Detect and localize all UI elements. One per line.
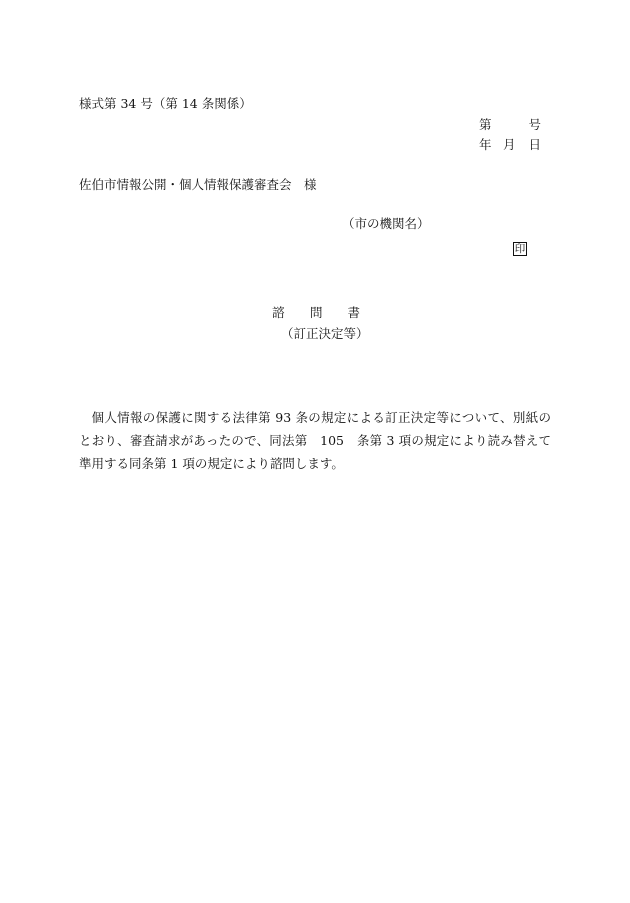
title-char-3: 書	[347, 305, 360, 320]
document-title	[272, 307, 360, 321]
form-number: 様式第 34 号（第 14 条関係）	[79, 96, 252, 111]
seal-stamp: 印	[514, 242, 526, 255]
title-char-1: 諮	[272, 305, 285, 320]
document-number-suffix: 号	[528, 117, 541, 132]
date-field	[479, 139, 541, 152]
title-char-2: 問	[310, 305, 323, 320]
body-paragraph: 個人情報の保護に関する法律第 93 条の規定による訂正決定等について、別紙のとおり、審査請求があったので、同法第 105 条第 3 項の規定により読み替えて準用する同条第 1 項の規定により諮問します。	[79, 410, 551, 471]
date-month-label: 月	[503, 137, 516, 152]
document-number-prefix: 第	[479, 117, 492, 132]
addressee: 佐伯市情報公開・個人情報保護審査会 様	[79, 177, 317, 192]
document-subtitle: （訂正決定等）	[281, 326, 369, 341]
document-number-field	[479, 119, 541, 132]
date-day-label: 日	[528, 137, 541, 152]
sender-agency: （市の機関名）	[342, 216, 430, 231]
date-year-label: 年	[479, 137, 492, 152]
